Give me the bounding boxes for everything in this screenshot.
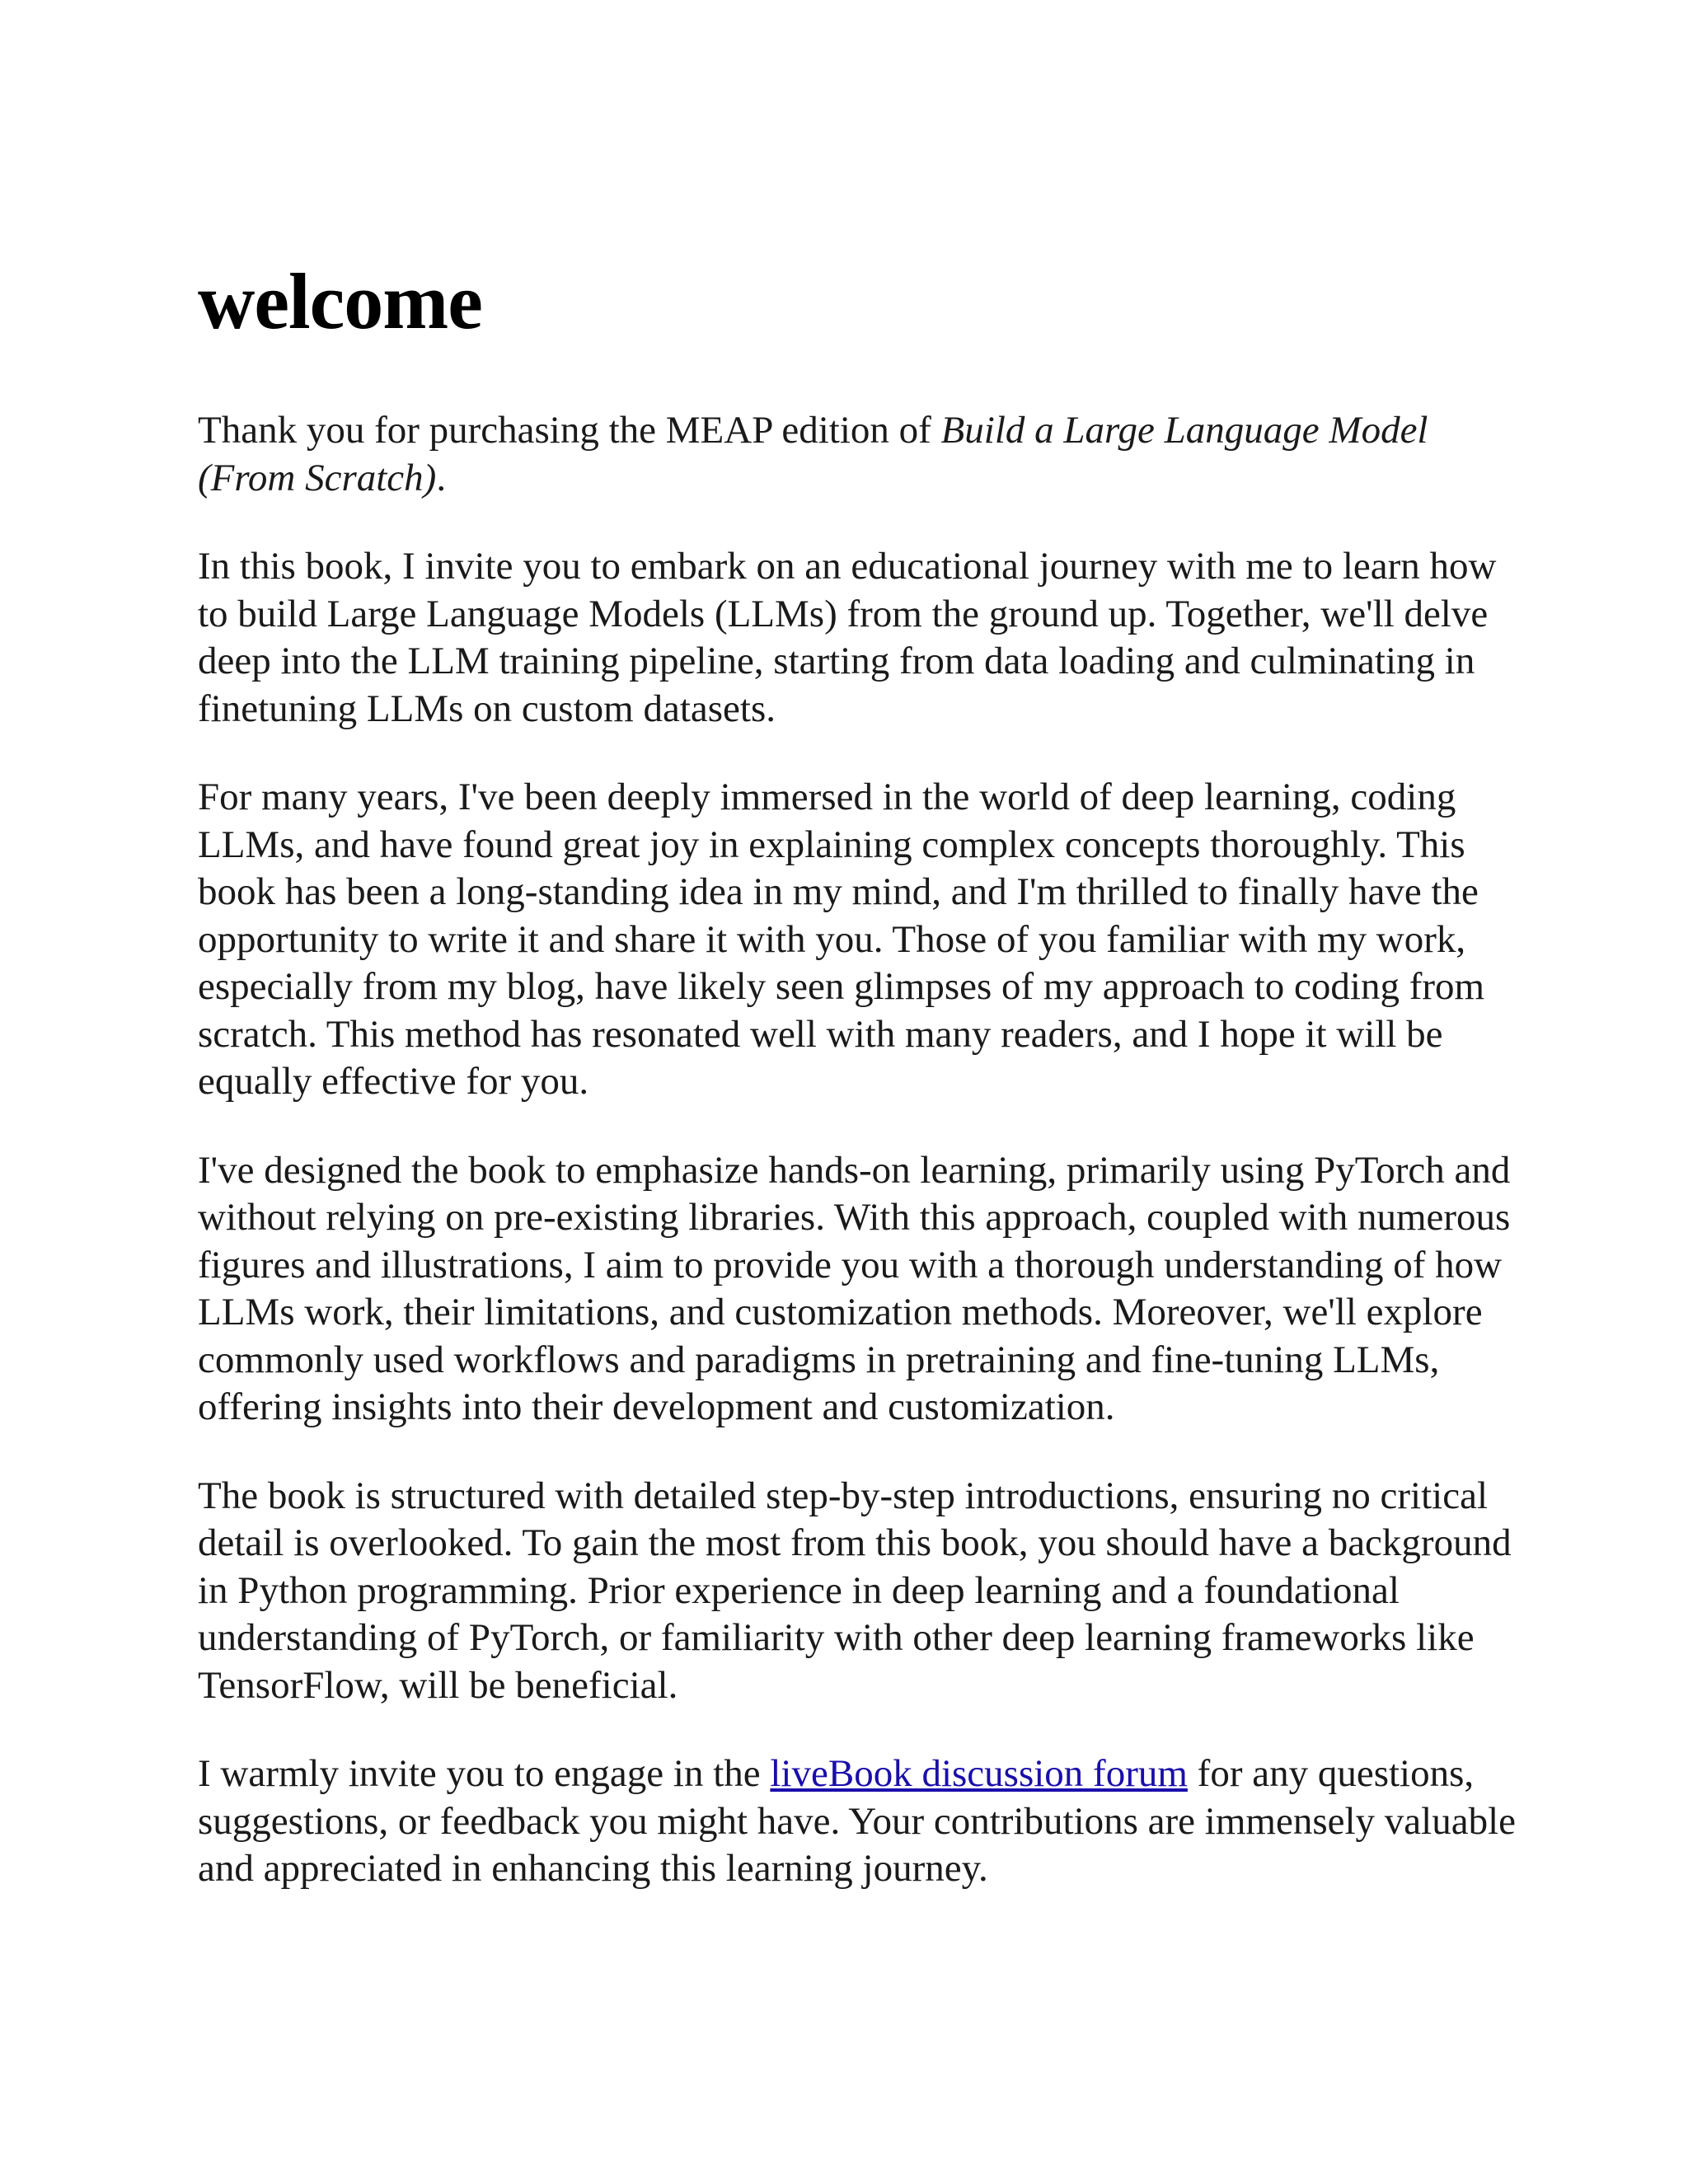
closing-trail: for any questions, suggestions, or feedback you might have. Your contributions are immensely valuable and appreciated in enhancing this learning journey.	[198, 1752, 1516, 1890]
book-title: Build a Large Language Model (From Scratch)	[198, 409, 1428, 499]
body-paragraph-3: I've designed the book to emphasize hands-on learning, primarily using PyTorch and without relying on pre-existing libraries. With this approach, coupled with numerous figures and illustrations, I aim to provide you with a thorough understanding of how LLMs work, their limitations, and customization methods. Moreover, we'll explore commonly used workflows and paradigms in pretraining and fine-tuning LLMs, offering insights into their development and customization.	[198, 1148, 1511, 1428]
intro-lead: Thank you for purchasing the MEAP edition of	[198, 409, 941, 452]
body-paragraph-2: For many years, I've been deeply immersed in the world of deep learning, coding LLMs, and have found great joy in explaining complex concepts thoroughly. This book has been a long-standing idea in my mind, and I'm thrilled to finally have the opportunity to write it and share it with you. Those of you familiar with my work, especially from my blog, have likely seen glimpses of my approach to coding from scratch. This method has resonated well with many readers, and I hope it will be equally effective for you.	[198, 776, 1485, 1103]
body-paragraph-1: In this book, I invite you to embark on an educational journey with me to learn how to build Large Language Models (LLMs) from the ground up. Together, we'll delve deep into the LLM training pipeline, starting from data loading and culminating in finetuning LLMs on custom datasets.	[198, 545, 1497, 730]
closing-lead: I warmly invite you to engage in the	[198, 1752, 771, 1795]
intro-paragraph	[198, 407, 1517, 502]
page-title: welcome	[198, 257, 482, 345]
intro-trail: .	[436, 456, 447, 499]
closing-paragraph	[198, 1750, 1517, 1893]
document-page	[198, 257, 1517, 1934]
livebook-forum-link[interactable]: liveBook discussion forum	[770, 1752, 1188, 1795]
body-paragraph-4: The book is structured with detailed step-by-step introductions, ensuring no critical detail is overlooked. To gain the most from this book, you should have a background in Python programming. Prior experience in deep learning and a foundational understanding of PyTorch, or familiarity with other deep learning frameworks like TensorFlow, will be beneficial.	[198, 1474, 1512, 1707]
